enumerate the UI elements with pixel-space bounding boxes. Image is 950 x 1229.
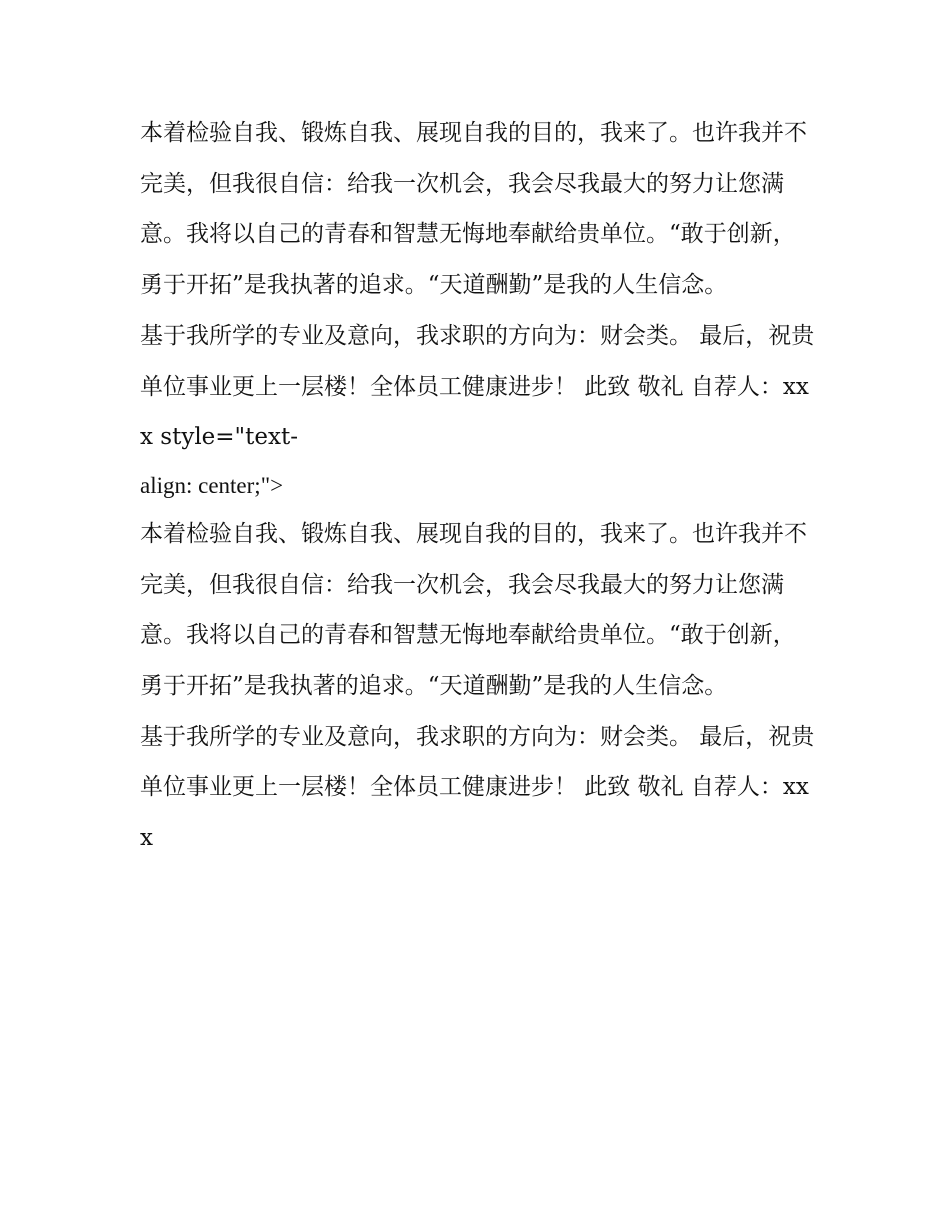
stray-markup-text: align: center;"> bbox=[140, 472, 284, 498]
paragraph-intro-1: 本着检验自我、锻炼自我、展现自我的目的，我来了。也许我并不完美，但我很自信：给我一次机会，我会尽我最大的努力让您满意。我将以自己的青春和智慧无悔地奉献给贵单位。“敢于创新，勇于开拓”是我执著的追求。“天道酬勤”是我的人生信念。 bbox=[140, 120, 807, 299]
document-page bbox=[140, 108, 815, 864]
paragraph-intro-2: 本着检验自我、锻炼自我、展现自我的目的，我来了。也许我并不完美，但我很自信：给我一次机会，我会尽我最大的努力让您满意。我将以自己的青春和智慧无悔地奉献给贵单位。“敢于创新，勇于开拓”是我执著的追求。“天道酬勤”是我的人生信念。 bbox=[140, 520, 807, 700]
paragraph-closing-1: 基于我所学的专业及意向，我求职的方向为：财会类。 最后，祝贵单位事业更上一层楼！全体员工健康进步！ 此致 敬礼 自荐人：xxx style="text- bbox=[140, 322, 815, 451]
paragraph-closing-2: 基于我所学的专业及意向，我求职的方向为：财会类。 最后，祝贵单位事业更上一层楼！全体员工健康进步！ 此致 敬礼 自荐人：xxx bbox=[140, 723, 815, 852]
